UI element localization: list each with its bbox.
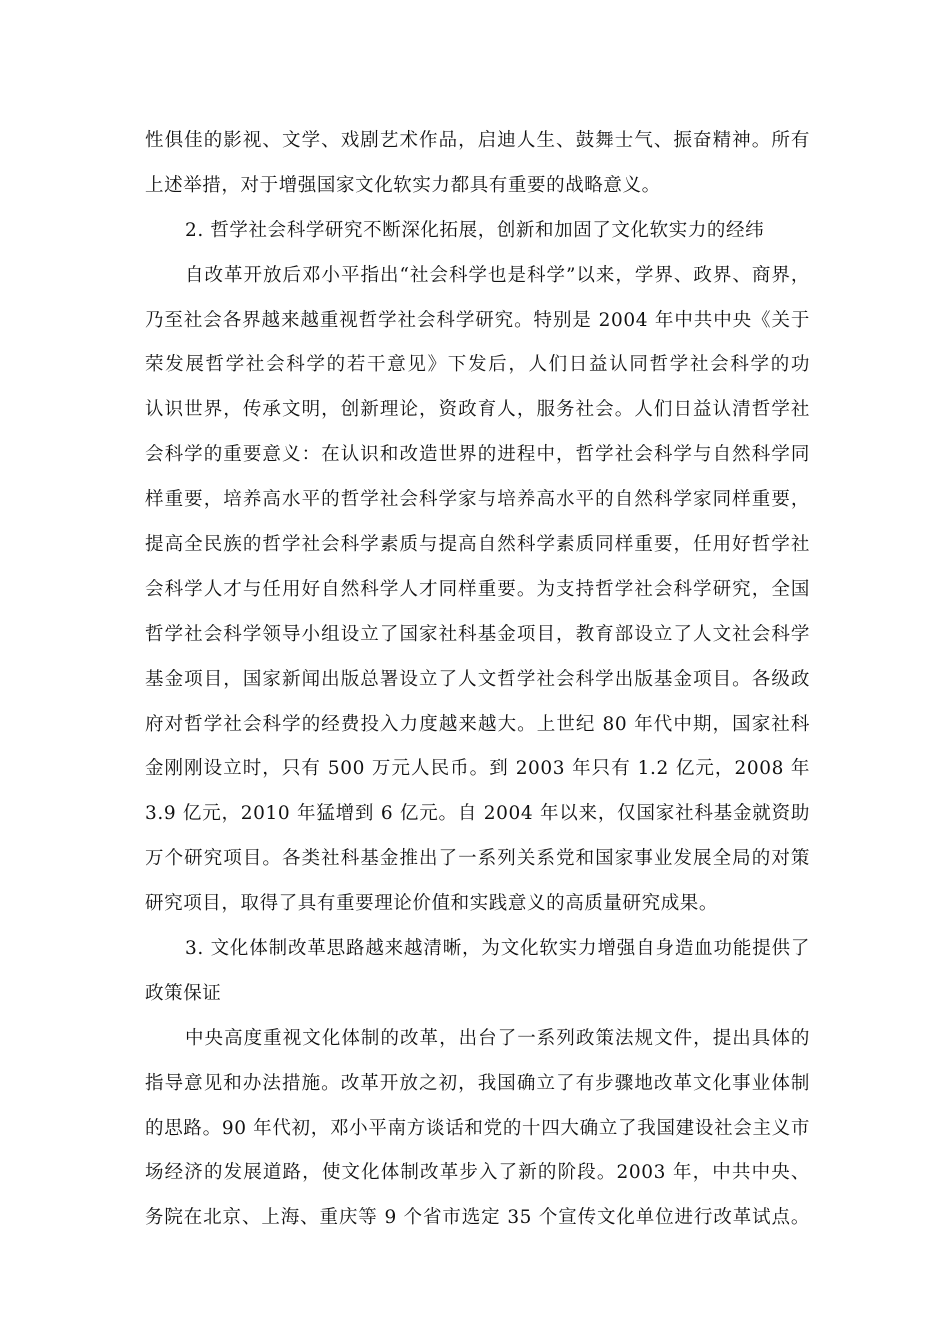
paragraph-line: 务院在北京、上海、重庆等 9 个省市选定 35 个宣传文化单位进行改革试点。 xyxy=(145,1207,810,1229)
paragraph-line: 会科学人才与任用好自然科学人才同样重要。为支持哲学社会科学研究，全国 xyxy=(145,578,810,600)
paragraph-line: 中央高度重视文化体制的改革，出台了一系列政策法规文件，提出具体的 xyxy=(185,1027,810,1049)
paragraph-line: 哲学社会科学领导小组设立了国家社科基金项目，教育部设立了人文社会科学 xyxy=(145,623,810,645)
paragraph-line: 基金项目，国家新闻出版总署设立了人文哲学社会科学出版基金项目。各级政 xyxy=(145,668,810,690)
paragraph-line: 会科学的重要意义：在认识和改造世界的进程中，哲学社会科学与自然科学同 xyxy=(145,444,810,466)
paragraph-line: 场经济的发展道路，使文化体制改革步入了新的阶段。2003 年，中共中央、 xyxy=(145,1162,810,1184)
paragraph-line: 的思路。90 年代初，邓小平南方谈话和党的十四大确立了我国建设社会主义市 xyxy=(145,1117,810,1139)
paragraph-line: 研究项目，取得了具有重要理论价值和实践意义的高质量研究成果。 xyxy=(145,893,719,915)
section-heading: 2. 哲学社会科学研究不断深化拓展，创新和加固了文化软实力的经纬 xyxy=(185,219,765,241)
paragraph-line: 自改革开放后邓小平指出“社会科学也是科学”以来，学界、政界、商界， xyxy=(185,264,810,286)
section-heading-continued: 政策保证 xyxy=(145,982,222,1004)
paragraph-line: 性俱佳的影视、文学、戏剧艺术作品，启迪人生、鼓舞士气、振奋精神。所有 xyxy=(145,130,810,151)
paragraph-line: 上述举措，对于增强国家文化软实力都具有重要的战略意义。 xyxy=(145,174,661,196)
paragraph-line: 3.9 亿元，2010 年猛增到 6 亿元。自 2004 年以来，仅国家社科基金就资助 xyxy=(145,803,810,825)
paragraph-line: 府对哲学社会科学的经费投入力度越来越大。上世纪 80 年代中期，国家社科 xyxy=(145,713,810,735)
paragraph-line: 乃至社会各界越来越重视哲学社会科学研究。特别是 2004 年中共中央《关于 xyxy=(145,309,810,331)
paragraph-line: 认识世界，传承文明，创新理论，资政育人，服务社会。人们日益认清哲学社 xyxy=(145,399,810,421)
paragraph-line: 提高全民族的哲学社会科学素质与提高自然科学素质同样重要，任用好哲学社 xyxy=(145,534,810,556)
paragraph-line: 荣发展哲学社会科学的若干意见》下发后，人们日益认同哲学社会科学的功 xyxy=(145,354,810,376)
section-heading: 3. 文化体制改革思路越来越清晰，为文化软实力增强自身造血功能提供了 xyxy=(185,938,810,960)
paragraph-line: 万个研究项目。各类社科基金推出了一系列关系党和国家事业发展全局的对策 xyxy=(145,848,810,870)
paragraph-line: 指导意见和办法措施。改革开放之初，我国确立了有步骤地改革文化事业体制 xyxy=(145,1072,810,1094)
paragraph-line: 样重要，培养高水平的哲学社会科学家与培养高水平的自然科学家同样重要， xyxy=(145,489,810,511)
paragraph-line: 金刚刚设立时，只有 500 万元人民币。到 2003 年只有 1.2 亿元，2008 年 xyxy=(145,758,810,780)
body-text xyxy=(145,119,810,1241)
